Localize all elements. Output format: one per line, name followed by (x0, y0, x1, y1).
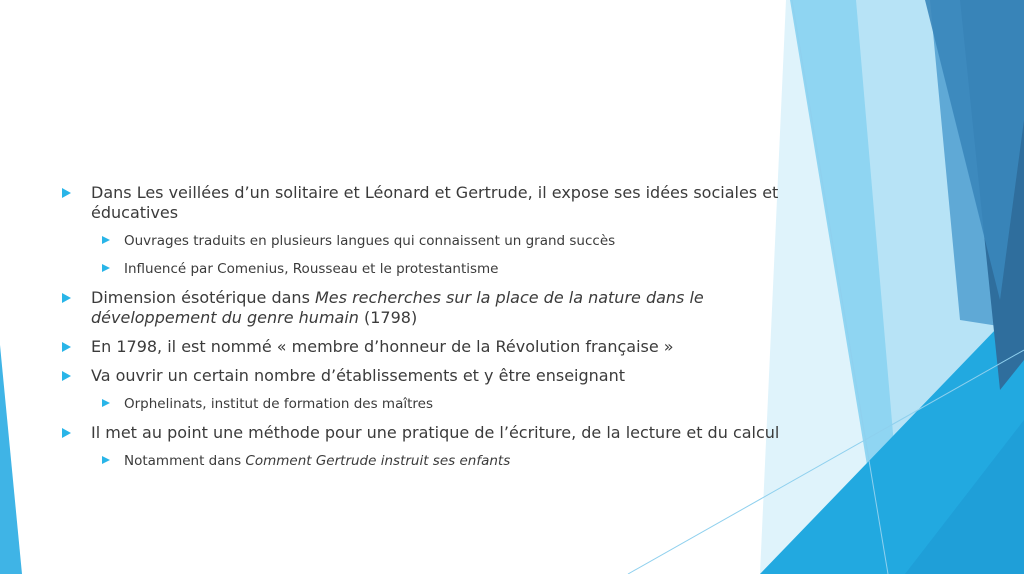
bullet-text: Va ouvrir un certain nombre d’établissements et y être enseignant (91, 366, 625, 385)
bullet-text (124, 452, 782, 470)
bullet-arrow-icon (62, 371, 71, 381)
bullet-list (62, 183, 782, 480)
bullet-arrow-icon (62, 428, 71, 438)
bullet-item (62, 423, 782, 443)
bullet-arrow-icon (102, 399, 110, 407)
bullet-arrow-icon (62, 293, 71, 303)
bullet-item (62, 288, 782, 328)
bullet-item (62, 183, 782, 223)
book-title-italic: Comment Gertrude instruit ses enfants (245, 453, 511, 469)
sub-bullet-item (102, 452, 782, 470)
bullet-text (91, 288, 782, 328)
bullet-text: Influencé par Comenius, Rousseau et le protestantisme (124, 261, 499, 277)
bullet-text: Il met au point une méthode pour une pratique de l’écriture, de la lecture et du calcul (91, 423, 780, 442)
bullet-text-prefix: Notamment dans (124, 453, 246, 469)
bullet-arrow-icon (102, 236, 110, 244)
bullet-arrow-icon (62, 342, 71, 352)
bullet-item (62, 366, 782, 386)
bullet-text-prefix: Dimension ésotérique dans (91, 288, 315, 307)
left-edge-accent (0, 345, 22, 574)
bullet-arrow-icon (102, 264, 110, 272)
bullet-text: Orphelinats, institut de formation des maîtres (124, 396, 433, 412)
book-title-italic: Mes recherches sur la place de la nature dans le développement du genre humain (91, 288, 704, 327)
sub-bullet-item (102, 260, 782, 278)
bullet-item (62, 337, 782, 357)
bullet-text: En 1798, il est nommé « membre d’honneur de la Révolution française » (91, 337, 674, 356)
bullet-arrow-icon (102, 456, 110, 464)
bullet-text: Dans Les veillées d’un solitaire et Léonard et Gertrude, il expose ses idées sociales et éducatives (91, 183, 779, 222)
sub-bullet-item (102, 232, 782, 250)
bullet-arrow-icon (62, 188, 71, 198)
bullet-text-suffix: (1798) (358, 308, 418, 327)
bullet-text: Ouvrages traduits en plusieurs langues qui connaissent un grand succès (124, 233, 616, 249)
sub-bullet-item (102, 395, 782, 413)
